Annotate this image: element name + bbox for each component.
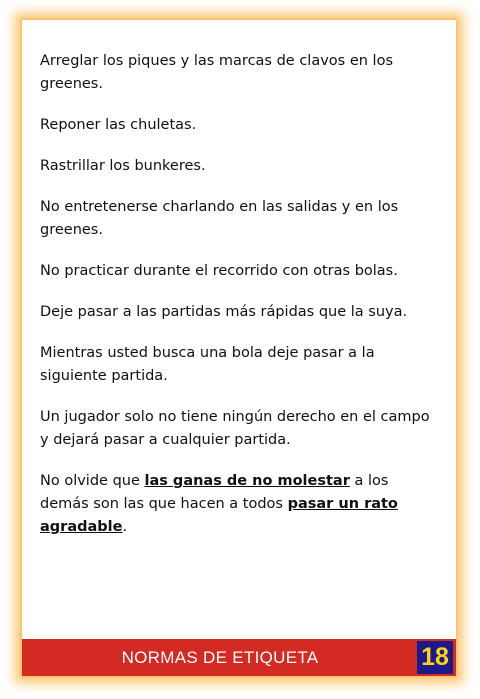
rule-paragraph: Arreglar los piques y las marcas de clavos en los greenes. [40, 53, 394, 92]
section-title: NORMAS DE ETIQUETA [121, 648, 319, 667]
page-number: 18 [417, 641, 453, 674]
closing-text: . [122, 519, 128, 535]
rules-text [40, 50, 440, 557]
closing-text: a los demás son las que hacen a todos [40, 473, 389, 512]
closing-emphasis: pasar un rato agradable [40, 496, 398, 535]
rule-paragraph: No practicar durante el recorrido con otras bolas. [40, 263, 398, 279]
footer-bar [22, 639, 456, 676]
rule-paragraph: Reponer las chuletas. [40, 117, 197, 133]
etiquette-card [22, 20, 456, 676]
rule-paragraph: Rastrillar los bunkeres. [40, 158, 206, 174]
closing-emphasis: las ganas de no molestar [144, 473, 350, 489]
rule-paragraph: No entretenerse charlando en las salidas y en los greenes. [40, 199, 399, 238]
rule-paragraph: Un jugador solo no tiene ningún derecho en el campo y dejará pasar a cualquier partida. [40, 409, 430, 448]
rule-paragraph: Deje pasar a las partidas más rápidas que la suya. [40, 304, 408, 320]
closing-paragraph [40, 470, 440, 539]
rule-paragraph: Mientras usted busca una bola deje pasar a la siguiente partida. [40, 345, 375, 384]
closing-text: No olvide que [40, 473, 145, 489]
